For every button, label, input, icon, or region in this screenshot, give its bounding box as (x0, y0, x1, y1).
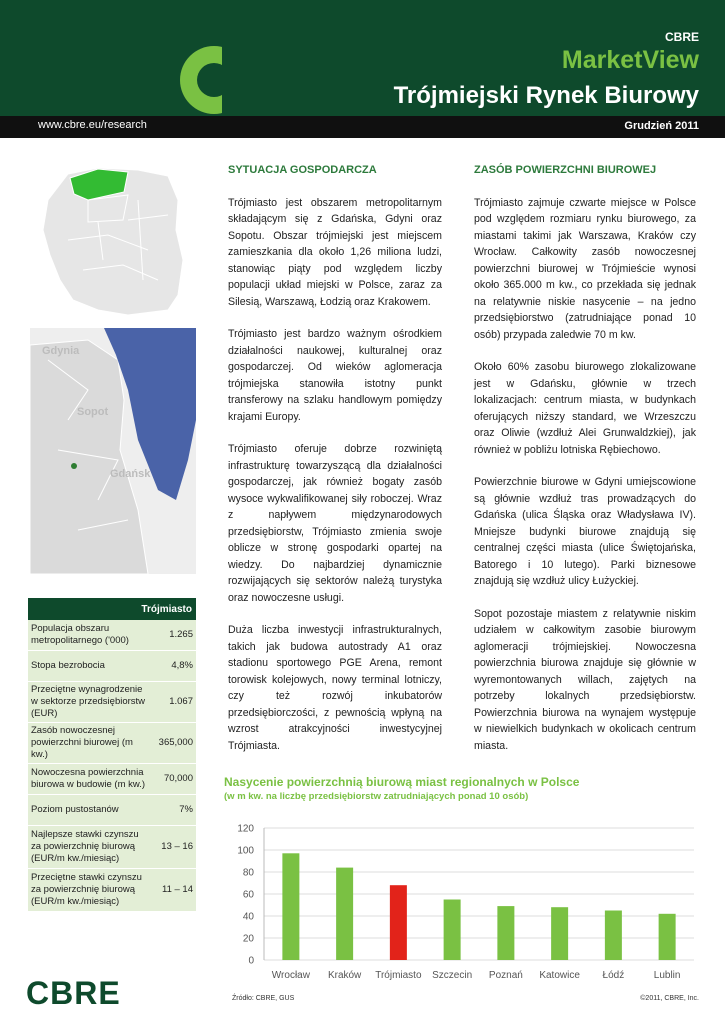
table-row (28, 869, 196, 912)
bar (444, 900, 461, 961)
office-stock-heading: ZASÓB POWIERZCHNI BIUROWEJ (474, 164, 657, 176)
stat-label: Stopa bezrobocia (28, 651, 150, 682)
bar (605, 911, 622, 961)
table-row (28, 723, 196, 764)
report-date: Grudzień 2011 (624, 120, 699, 132)
chart-subtitle: (w m kw. na liczbę przedsiębiorstw zatrudniających ponad 10 osób) (224, 791, 529, 802)
bar (551, 907, 568, 960)
stat-label: Najlepsze stawki czynszu za powierzchnię biurową (EUR/m kw./miesiąc) (28, 826, 150, 869)
x-tick-label: Katowice (539, 970, 580, 981)
map-label-sopot: Sopot (77, 406, 109, 418)
economy-heading: SYTUACJA GOSPODARCZA (228, 164, 377, 176)
economy-paragraph: Trójmiasto oferuje dobrze rozwiniętą infrastrukturę towarzyszącą dla działalności gospodarczej, jak również bogaty zasób wysoce wykwalifikowanej siły roboczej. Wraz z napływem międzynarodowych przedsiębiorstw, Trójmiasto zmienia swoje oblicze w stronę gospodarki opartej na wiedzy. Do najbardziej dynamicznie rozwijających się sektorów należą turystyka oraz nowoczesne usługi. (228, 443, 442, 604)
stat-value: 1.067 (150, 682, 196, 723)
stats-table (28, 598, 196, 912)
sub-bar (0, 116, 725, 138)
stat-label: Populacja obszaru metropolitarnego ('000) (28, 620, 150, 651)
location-map (28, 160, 198, 580)
cbre-logo: CBRE (26, 975, 121, 1011)
economy-paragraph: Duża liczba inwestycji infrastrukturalnych, takich jak budowa autostrady A1 oraz stadionu sportowego PGE Arena, remont torowisk kolejowych, nowy terminal lotniczy, czy też rozwój inkubatorów przedsiębiorczości, z pewnością wpłyną na wzrost atrakcyjności inwestycyjnej Trójmiasta. (228, 624, 442, 752)
stat-value: 365,000 (150, 723, 196, 764)
table-row (28, 651, 196, 682)
y-tick-label: 120 (237, 823, 254, 835)
bar (282, 853, 299, 960)
table-row (28, 826, 196, 869)
series-title: MarketView (561, 46, 699, 74)
table-row (28, 764, 196, 795)
table-row (28, 682, 196, 723)
map-label-gdynia: Gdynia (42, 345, 80, 357)
bar (659, 914, 676, 960)
brand-label: CBRE (664, 30, 699, 44)
table-row (28, 795, 196, 826)
economy-section (228, 162, 442, 770)
chart-source: Źródło: CBRE, GUS (232, 995, 295, 1002)
stat-label: Przeciętne wynagrodzenie w sektorze przedsiębiorstw (EUR) (28, 682, 150, 723)
copyright: ©2011, CBRE, Inc. (640, 995, 699, 1002)
x-tick-label: Lublin (653, 970, 681, 981)
stat-value: 1.265 (150, 620, 196, 651)
office-stock-paragraph: Około 60% zasobu biurowego zlokalizowane jest w Gdańsku, głównie w trzech lokalizacjach: centrum miasta, w budynkach oferujących niższy standard, we Wrzeszczu oraz Oliwie (wzdłuż Alei Grunwaldzkiej), jak również w pobliżu lotniska Rębiechowo. (474, 361, 696, 456)
stat-value: 11 – 14 (150, 869, 196, 912)
research-url[interactable]: www.cbre.eu/research (38, 119, 147, 131)
office-saturation-chart (222, 814, 702, 989)
stat-value: 4,8% (150, 651, 196, 682)
stat-label: Poziom pustostanów (28, 795, 150, 826)
x-tick-label: Poznań (488, 970, 523, 981)
y-tick-label: 100 (237, 845, 254, 857)
stat-label: Zasób nowoczesnej powierzchni biurowej (m kw.) (28, 723, 150, 764)
office-stock-section (474, 162, 696, 770)
bar (390, 885, 407, 960)
office-stock-paragraph: Trójmiasto zajmuje czwarte miejsce w Polsce pod względem rozmiaru rynku biurowego, za miastami takimi jak Warszawa, Kraków czy Wrocław. Całkowity zasób nowoczesnej powierzchni biurowej w Trójmieście wynosi około 365.000 m kw., co przekłada się jednak na relatywnie niskie nasycenie – na jedno przedsiębiorstwo (zatrudniające ponad 10 osób) przypada zaledwie 70 m kw. (474, 196, 696, 341)
table-row (28, 620, 196, 651)
y-tick-label: 40 (242, 911, 254, 923)
y-tick-label: 60 (242, 889, 254, 901)
office-stock-paragraph: Powierzchnie biurowe w Gdyni umiejscowione są głównie wzdłuż tras prowadzących do Gdańska (ulica Śląska oraz Władysława IV). Mniejsze budynki biurowe znajdują się centralnej części miasta (ulice Świętojańska, Batorego i 10 lutego). Parki biznesowe znajdują się wzdłuż ulicy Łużyckiej. (474, 476, 696, 587)
chart-title: Nasycenie powierzchnią biurową miast regionalnych w Polsce (224, 775, 580, 789)
y-tick-label: 0 (248, 955, 254, 967)
x-tick-label: Trójmiasto (375, 970, 422, 981)
economy-paragraph: Trójmiasto jest obszarem metropolitarnym składającym się z Gdańska, Gdyni oraz Sopotu. Obszar trójmiejski jest miejscem zamieszkania dla około 1,26 miliona ludzi, stanowiąc piąty pod względem liczby populacji układ miejski w Polsce, zaraz za Silesią, Warszawą, Łodzią oraz Krakowem. (228, 196, 442, 308)
map-label-gdansk: Gdańsk (110, 468, 151, 480)
poland-map (43, 168, 183, 315)
bar (336, 868, 353, 960)
stat-value: 13 – 16 (150, 826, 196, 869)
header-banner (0, 0, 725, 116)
page-title: Trójmiejski Rynek Biurowy (393, 82, 699, 109)
y-tick-label: 20 (242, 933, 254, 945)
cbre-arc-graphic (178, 44, 250, 116)
stats-table-header: Trójmiasto (28, 598, 196, 620)
tricity-map (30, 328, 196, 574)
stat-value: 7% (150, 795, 196, 826)
x-tick-label: Kraków (327, 970, 362, 981)
bar (497, 906, 514, 960)
stat-value: 70,000 (150, 764, 196, 795)
y-tick-label: 80 (242, 867, 254, 879)
x-tick-label: Wrocław (271, 970, 310, 981)
x-tick-label: Szczecin (432, 970, 473, 981)
stat-label: Nowoczesna powierzchnia biurowa w budowie (m kw.) (28, 764, 150, 795)
economy-paragraph: Trójmiasto jest bardzo ważnym ośrodkiem działalności naukowej, kulturalnej oraz gospodarczej. Od wieków aglomeracja trójmiejska stanowiła istotny punkt transferowy na szlaku handlowym pomiędzy krajami Europy. (228, 328, 442, 423)
x-tick-label: Łódź (602, 970, 625, 981)
office-stock-paragraph: Sopot pozostaje miastem z relatywnie niskim udziałem w całkowitym zasobie biurowym aglomeracji trójmiejskiej. Nowoczesna powierzchnia biurowa znajduje się głównie w wyremontowanych willach, zajętych na potrzeby lokalnych przedsiębiorstw. Powierzchnia biurowa na wynajem występuje w niewielkich budynkach w okolicach centrum miasta. (474, 607, 696, 752)
stat-label: Przeciętne stawki czynszu za powierzchnię biurową (EUR/m kw./miesiąc) (28, 869, 150, 912)
